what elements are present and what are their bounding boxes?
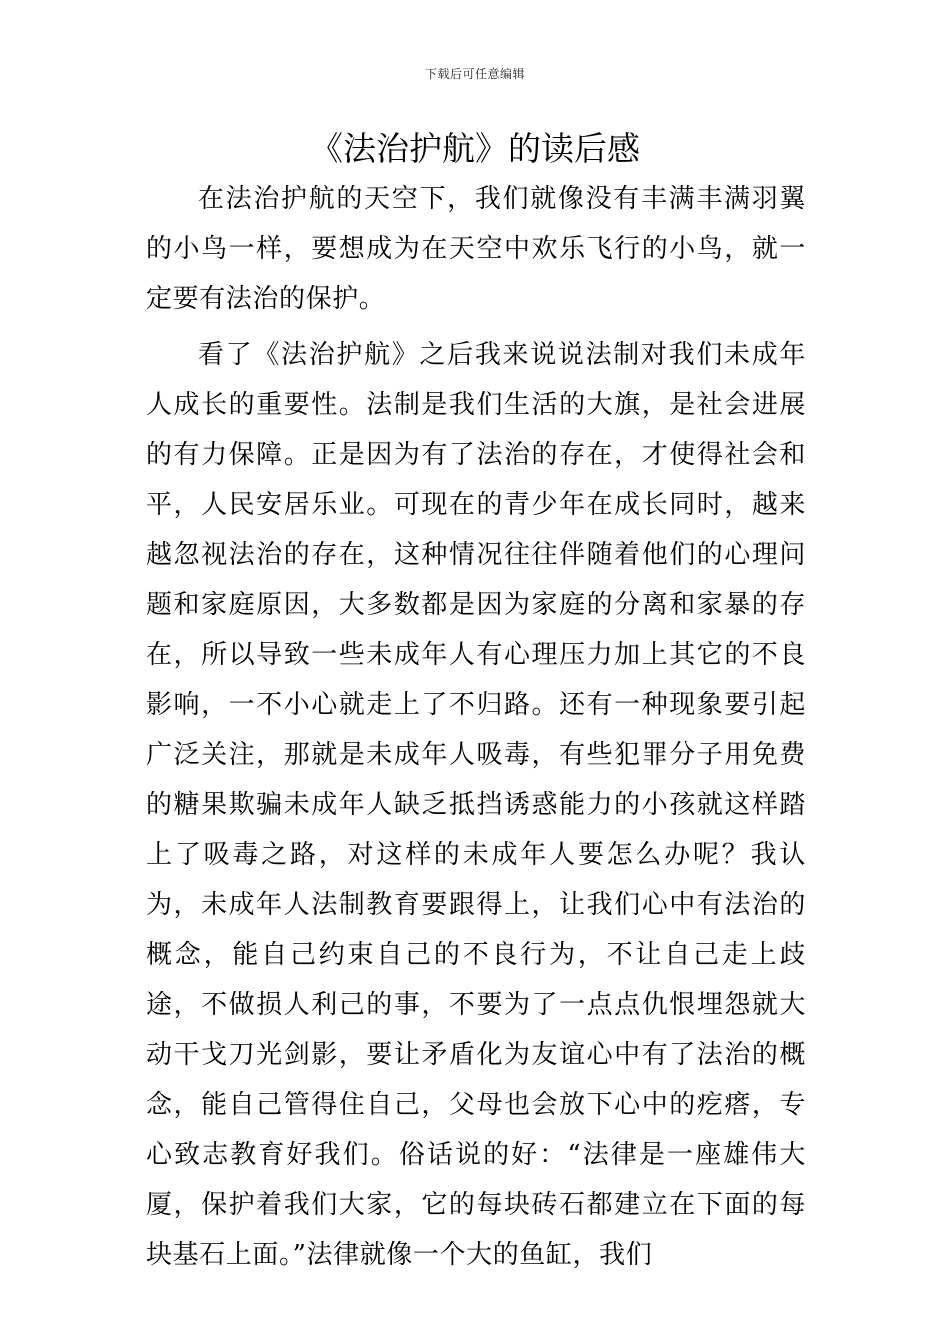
document-title: 《法治护航》的读后感 bbox=[310, 129, 640, 168]
header-note: 下载后可任意编辑 bbox=[424, 67, 525, 81]
document-body bbox=[146, 174, 806, 1280]
paragraph-intro: 在法治护航的天空下，我们就像没有丰满丰满羽翼的小鸟一样，要想成为在天空中欢乐飞行的小鸟，就一定要有法治的保护。 bbox=[146, 184, 806, 314]
paragraph-main: 看了《法治护航》之后我来说说法制对我们未成年人成长的重要性。法制是我们生活的大旗，是社会进展的有力保障。正是因为有了法治的存在，才使得社会和平，人民安居乐业。可现在的青少年在成长同时，越来越忽视法治的存在，这种情况往往伴随着他们的心理问题和家庭原因，大多数都是因为家庭的分离和家暴的存在，所以导致一些未成年人有心理压力加上其它的不良影响，一不小心就走上了不归路。还有一种现象要引起广泛关注，那就是未成年人吸毒，有些犯罪分子用免费的糖果欺骗未成年人缺乏抵挡诱惑能力的小孩就这样踏上了吸毒之路，对这样的未成年人要怎么办呢？我认为，未成年人法制教育要跟得上，让我们心中有法治的概念，能自己约束自己的不良行为，不让自己走上歧途，不做损人利己的事，不要为了一点点仇恨埋怨就大动干戈刀光剑影，要让矛盾化为友谊心中有了法治的概念，能自己管得住自己，父母也会放下心中的疙瘩，专心致志教育好我们。俗话说的好：“法律是一座雄伟大厦，保护着我们大家，它的每块砖石都建立在下面的每块基石上面。”法律就像一个大的鱼缸，我们 bbox=[146, 340, 806, 1270]
